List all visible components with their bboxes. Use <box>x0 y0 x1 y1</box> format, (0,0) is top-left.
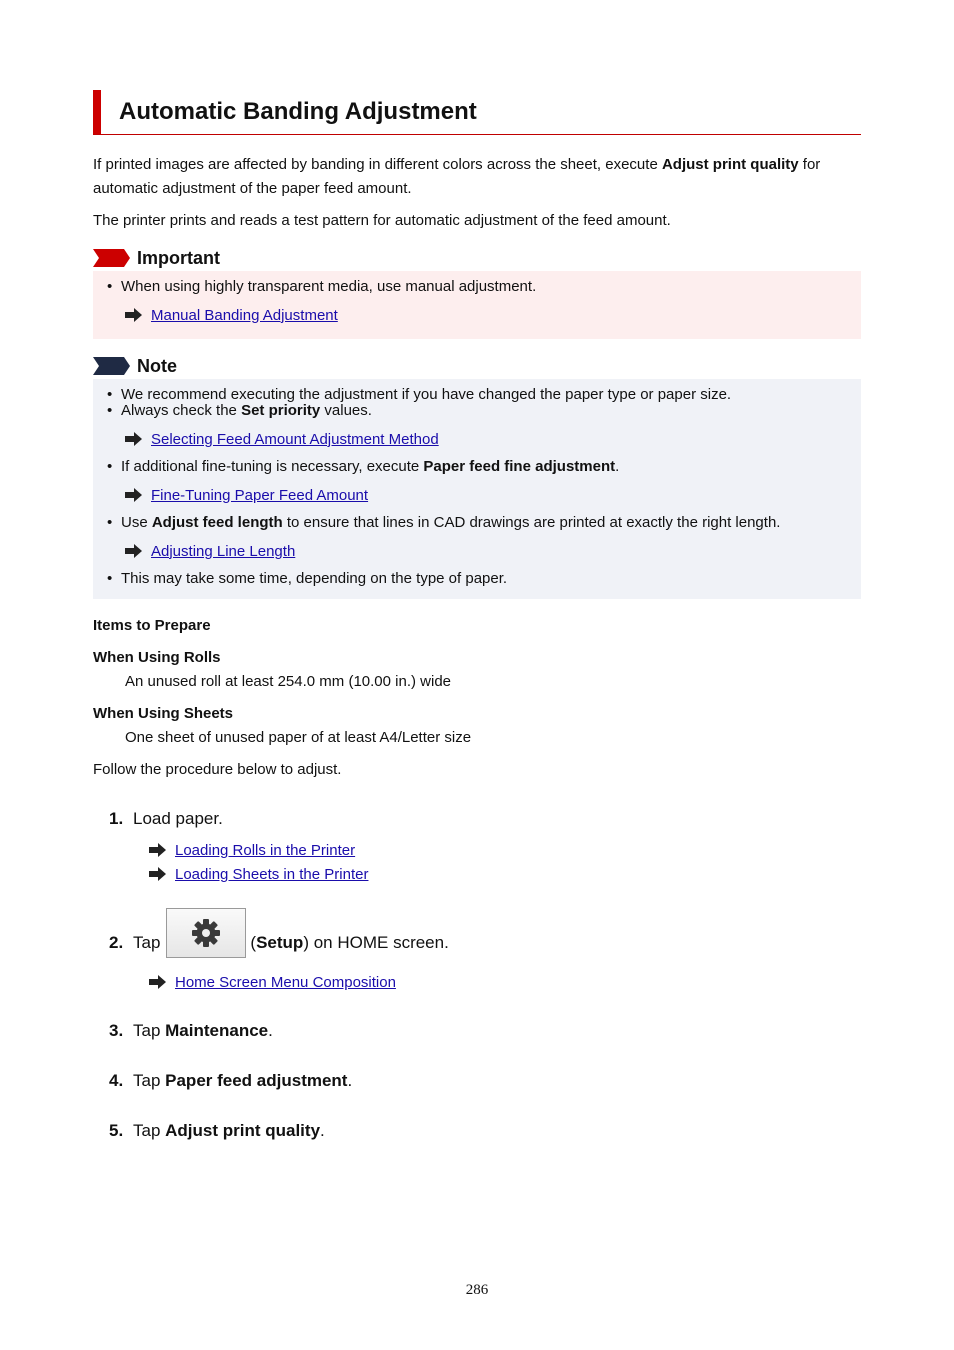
step-text: Load paper. <box>133 809 223 828</box>
step-number: 1. <box>109 809 124 828</box>
link-loading-rolls[interactable]: Loading Rolls in the Printer <box>175 841 356 859</box>
note-item-4: • Use Adjust feed length to ensure that lines in CAD drawings are printed at exactly the right length. <box>107 511 847 535</box>
step-4 <box>109 1068 861 1094</box>
step-2-links <box>109 970 861 994</box>
link-selecting-feed-amount-method[interactable]: Selecting Feed Amount Adjustment Method <box>151 430 439 448</box>
title-bar <box>93 90 861 135</box>
step-number: 2. <box>109 933 124 952</box>
note-header <box>93 353 861 379</box>
step-1-link-row-1 <box>149 838 861 862</box>
note-link-row-4 <box>107 539 847 563</box>
step-text-pre: Tap <box>133 933 161 952</box>
arrow-right-icon <box>125 308 143 322</box>
arrow-right-icon <box>125 488 143 502</box>
when-using-sheets-heading: When Using Sheets <box>93 705 234 722</box>
note-label: Note <box>137 355 177 376</box>
note-item-1: • We recommend executing the adjustment if you have changed the paper type or paper size. <box>107 383 847 407</box>
setup-button-image <box>166 908 246 958</box>
intro-paragraph-1: If printed images are affected by banding in different colors across the sheet, execute Adjust print quality for automatic adjustment of the paper feed amount. <box>93 156 821 197</box>
step-text: Tap Adjust print quality. <box>133 1121 325 1140</box>
arrow-right-icon <box>149 867 167 881</box>
page-number: 286 <box>465 1282 489 1298</box>
link-home-screen-menu[interactable]: Home Screen Menu Composition <box>175 973 396 991</box>
link-adjusting-line-length[interactable]: Adjusting Line Length <box>151 542 296 560</box>
when-using-rolls-heading: When Using Rolls <box>93 649 221 666</box>
page-title: Automatic Banding Adjustment <box>119 98 477 125</box>
gear-icon <box>191 918 221 948</box>
intro-paragraph-2: The printer prints and reads a test pattern for automatic adjustment of the feed amount. <box>93 212 671 229</box>
title-accent-bar <box>93 90 101 134</box>
arrow-right-icon <box>125 544 143 558</box>
step-3 <box>109 1018 861 1044</box>
follow-procedure-text: Follow the procedure below to adjust. <box>93 761 342 778</box>
rolls-requirement: An unused roll at least 254.0 mm (10.00 in.) wide <box>125 673 452 690</box>
arrow-right-icon <box>149 975 167 989</box>
note-box <box>93 379 861 599</box>
link-fine-tuning-paper-feed[interactable]: Fine-Tuning Paper Feed Amount <box>151 486 369 504</box>
document-page <box>93 90 861 1144</box>
step-number: 3. <box>109 1021 124 1040</box>
important-box <box>93 271 861 339</box>
step-5 <box>109 1118 861 1144</box>
step-2-link-row <box>149 970 861 994</box>
step-number: 5. <box>109 1121 124 1140</box>
link-loading-sheets[interactable]: Loading Sheets in the Printer <box>175 865 369 883</box>
step-1-link-row-2 <box>149 862 861 886</box>
important-chevrons-icon <box>93 249 131 267</box>
note-item-3: • If additional fine-tuning is necessary, execute Paper feed fine adjustment. <box>107 455 847 479</box>
step-1 <box>109 806 861 832</box>
step-text-post: (Setup) on HOME screen. <box>250 933 449 952</box>
items-to-prepare-heading: Items to Prepare <box>93 617 211 634</box>
sheets-requirement: One sheet of unused paper of at least A4/Letter size <box>125 729 472 746</box>
important-item: • When using highly transparent media, use manual adjustment. <box>107 275 847 299</box>
important-link-row <box>107 303 847 327</box>
note-chevrons-icon <box>93 357 131 375</box>
step-2 <box>109 908 861 958</box>
link-manual-banding-adjustment[interactable]: Manual Banding Adjustment <box>151 306 338 324</box>
procedure-steps <box>93 806 861 1144</box>
note-link-row-3 <box>107 483 847 507</box>
note-link-row-2 <box>107 427 847 451</box>
step-text: Tap Paper feed adjustment. <box>133 1071 353 1090</box>
arrow-right-icon <box>149 843 167 857</box>
arrow-right-icon <box>125 432 143 446</box>
note-item-2: • Always check the Set priority values. <box>107 399 847 423</box>
important-header <box>93 245 861 271</box>
step-text: Tap Maintenance. <box>133 1021 273 1040</box>
note-item-5: • This may take some time, depending on the type of paper. <box>107 567 847 591</box>
step-number: 4. <box>109 1071 124 1090</box>
step-1-links <box>109 838 861 886</box>
important-label: Important <box>137 247 220 268</box>
